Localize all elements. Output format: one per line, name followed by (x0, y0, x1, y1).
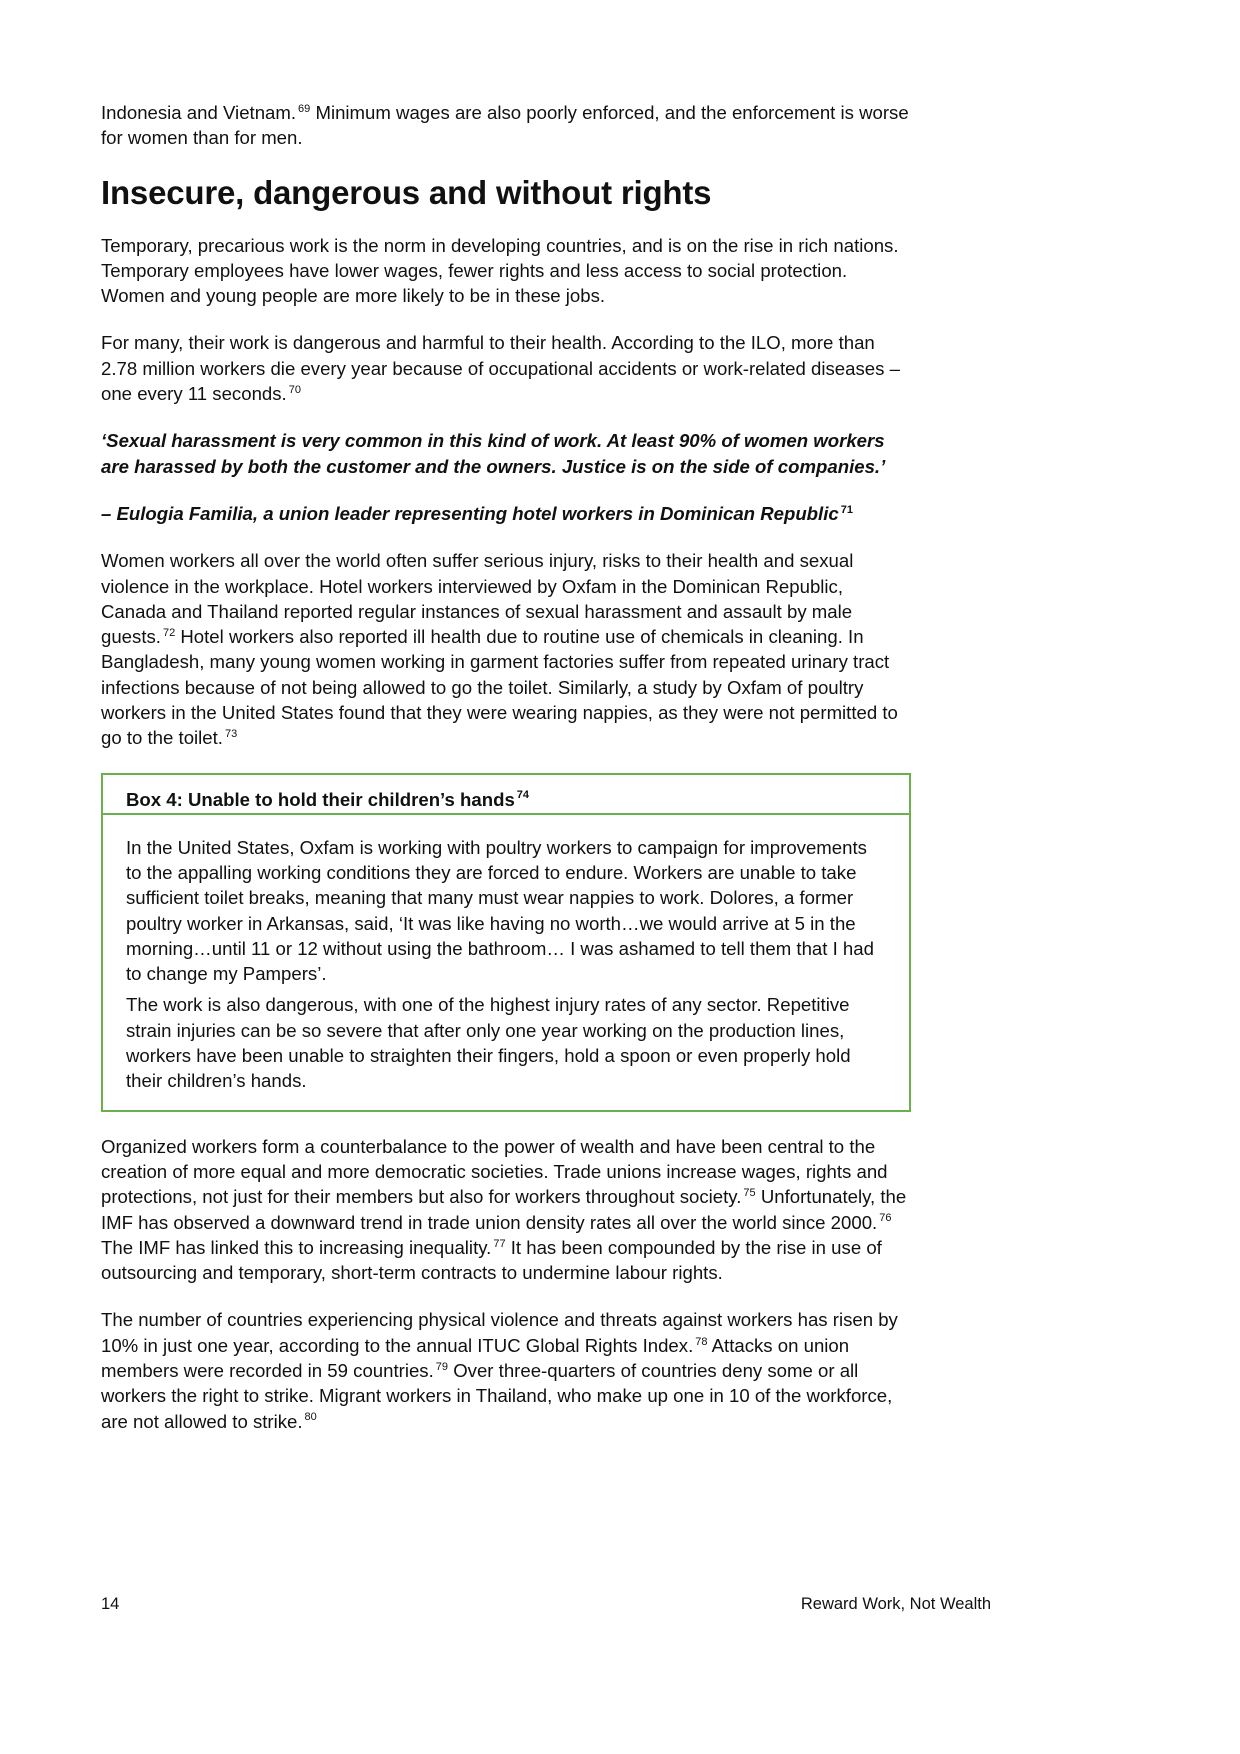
paragraph-text: The number of countries experiencing physical violence and threats against workers has risen by 10% in just one year, according to the annual ITUC Global Rights Index. (101, 1309, 898, 1356)
box-title (103, 775, 909, 815)
footnote-ref[interactable]: 73 (224, 728, 238, 741)
document-page (101, 100, 911, 1456)
paragraph-text: Attacks on union members were recorded in 59 countries. (101, 1334, 850, 1381)
footnote-ref[interactable]: 71 (840, 503, 853, 516)
footer-document-title: Reward Work, Not Wealth (800, 1595, 991, 1613)
quote-attribution (101, 501, 911, 526)
intro-paragraph (101, 100, 911, 151)
intro-text-continued: Minimum wages are also poorly enforced, and the enforcement is worse for women than for men. (101, 102, 909, 149)
footnote-ref[interactable]: 77 (493, 1237, 506, 1250)
footnote-ref[interactable]: 70 (288, 383, 301, 396)
footnote-ref[interactable]: 79 (435, 1360, 449, 1373)
section-heading: Insecure, dangerous and without rights (101, 173, 712, 211)
paragraph-women-workers (101, 548, 911, 750)
case-study-box (101, 773, 911, 1112)
footnote-ref[interactable]: 74 (516, 789, 530, 802)
footnote-ref[interactable]: 80 (304, 1411, 317, 1424)
intro-text: Indonesia and Vietnam. (101, 102, 297, 123)
page-number: 14 (101, 1595, 120, 1613)
paragraph-text: The IMF has linked this to increasing inequality. (101, 1236, 492, 1258)
paragraph-precarious-work: Temporary, precarious work is the norm in developing countries, and is on the rise in rich nations. Temporary employees have lower wages, fewer rights and less access to social protection. Women and young people are more likely to be in these jobs. (101, 234, 899, 307)
paragraph-text: Organized workers form a counterbalance to the power of wealth and have been central to the creation of more equal and more democratic societies. Trade unions increase wages, rights and protections, not just for their members but also for workers throughout society. (101, 1135, 888, 1208)
box-body (103, 815, 909, 1110)
paragraph-text: Hotel workers also reported ill health due to routine use of chemicals in cleaning. In Bangladesh, many young women working in garment factories suffer from repeated urinary tract infections because of not being allowed to go the toilet. Similarly, a study by Oxfam of poultry workers in the United States found that they were wearing nappies, as they were not permitted to go to the toilet. (101, 626, 898, 749)
paragraph-violence-against-workers (101, 1307, 911, 1433)
footnote-ref[interactable]: 69 (298, 102, 311, 115)
paragraph-text: It has been compounded by the rise in use of outsourcing and temporary, short-term contracts to undermine labour rights. (101, 1236, 882, 1284)
paragraph-dangerous-work (101, 330, 911, 406)
footnote-ref[interactable]: 78 (695, 1335, 708, 1348)
footnote-ref[interactable]: 72 (162, 626, 176, 639)
box-paragraph: In the United States, Oxfam is working with poultry workers to campaign for improvements to the appalling working conditions they are forced to endure. Workers are unable to take sufficient toilet breaks, meaning that many must wear nappies to work. Dolores, a former poultry worker in Arkansas, said, ‘It was like having no worth…we would arrive at 5 in the morning…until 11 or 12 without using the bathroom… I was ashamed to tell them that I had to change my Pampers’. (126, 836, 874, 985)
footnote-ref[interactable]: 76 (879, 1212, 892, 1225)
box-title-text: Box 4: Unable to hold their children’s hands (126, 788, 515, 810)
paragraph-text: Unfortunately, the IMF has observed a downward trend in trade union density rates all over the world since 2000. (101, 1186, 907, 1233)
footnote-ref[interactable]: 75 (743, 1187, 756, 1200)
pull-quote: ‘Sexual harassment is very common in this kind of work. At least 90% of women workers are harassed by both the customer and the owners. Justice is on the side of companies.’ (101, 430, 886, 477)
box-paragraph: The work is also dangerous, with one of the highest injury rates of any sector. Repetitive strain injuries can be so severe that after only one year working on the production lines, workers have been unable to straighten their fingers, hold a spoon or even properly hold their children’s hands. (126, 994, 851, 1092)
paragraph-text: Over three-quarters of countries deny some or all workers the right to strike. Migrant workers in Thailand, who make up one in 10 of the workforce, are not allowed to strike. (101, 1359, 893, 1432)
paragraph-text: Women workers all over the world often suffer serious injury, risks to their health and sexual violence in the workplace. Hotel workers interviewed by Oxfam in the Dominican Republic, Canada and Thailand reported regular instances of sexual harassment and assault by male guests. (101, 550, 854, 648)
attribution-text: – Eulogia Familia, a union leader representing hotel workers in Dominican Republic (101, 502, 839, 524)
paragraph-text: For many, their work is dangerous and harmful to their health. According to the ILO, more than 2.78 million workers die every year because of occupational accidents or work-related diseases – one every 11 seconds. (101, 332, 900, 405)
paragraph-organized-workers (101, 1134, 911, 1286)
